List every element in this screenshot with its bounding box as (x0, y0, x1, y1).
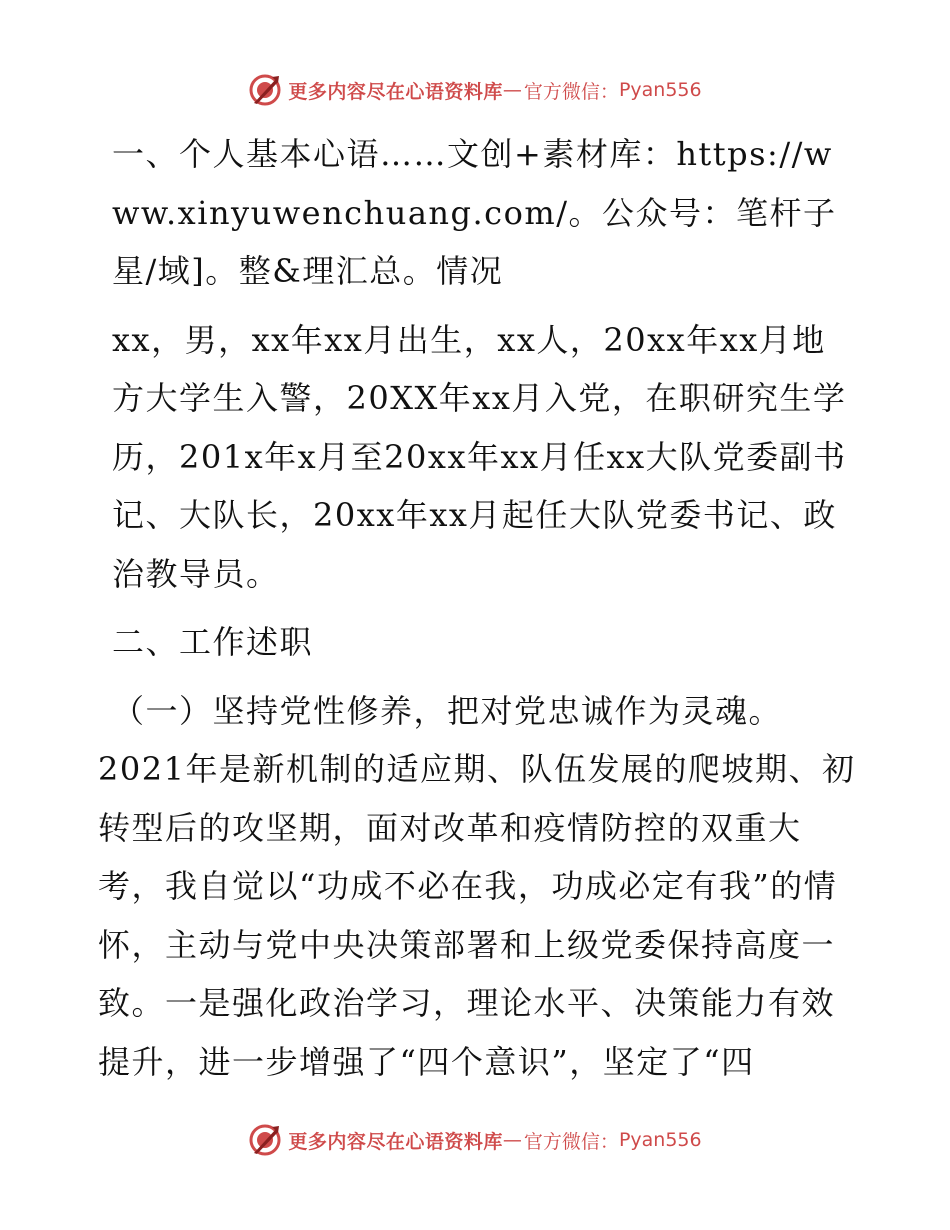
document-body (98, 125, 858, 1101)
quill-logo-icon (248, 1123, 282, 1157)
paragraph-section-one-heading: 一、个人基本心语……文创+素材库：https://www.xinyuwenchuang.com/。公众号：笔杆子星/域]。整&理汇总。情况 (112, 135, 837, 290)
banner-wechat-id: Pyan556 (618, 1129, 702, 1151)
header-watermark-banner (0, 70, 950, 110)
banner-text: 更多内容尽在心语资料库 (288, 80, 503, 103)
paragraph-body-text: 2021年是新机制的适应期、队伍发展的爬坡期、初转型后的攻坚期，面对改革和疫情防控的双重大考，我自觉以“功成不必在我，功成必定有我”的情怀，主动与党中央决策部署和上级党委保持高度一致。一是强化政治学习，理论水平、决策能力有效提升，进一步增强了“四个意识”，坚定了“四 (98, 750, 856, 1081)
banner-wechat-label: 官方微信： (523, 80, 619, 103)
paragraph-subsection-heading: （一）坚持党性修养，把对党忠诚作为灵魂。 (112, 691, 783, 730)
banner-wechat-id: Pyan556 (618, 79, 702, 101)
banner-wechat-label: 官方微信： (523, 1130, 619, 1153)
banner-dash: — (502, 79, 522, 101)
quill-logo-icon (248, 73, 282, 107)
banner-dash: — (502, 1129, 522, 1151)
footer-watermark-banner (0, 1120, 950, 1160)
paragraph-personal-info: xx，男，xx年xx月出生，xx人，20xx年xx月地方大学生入警，20XX年xx月入党，在职研究生学历，201x年x月至20xx年xx月任xx大队党委副书记、大队长，20xx年xx月起任大队党委书记、政治教导员。 (112, 320, 847, 593)
banner-text: 更多内容尽在心语资料库 (288, 1130, 503, 1153)
paragraph-section-two-heading: 二、工作述职 (112, 623, 314, 661)
